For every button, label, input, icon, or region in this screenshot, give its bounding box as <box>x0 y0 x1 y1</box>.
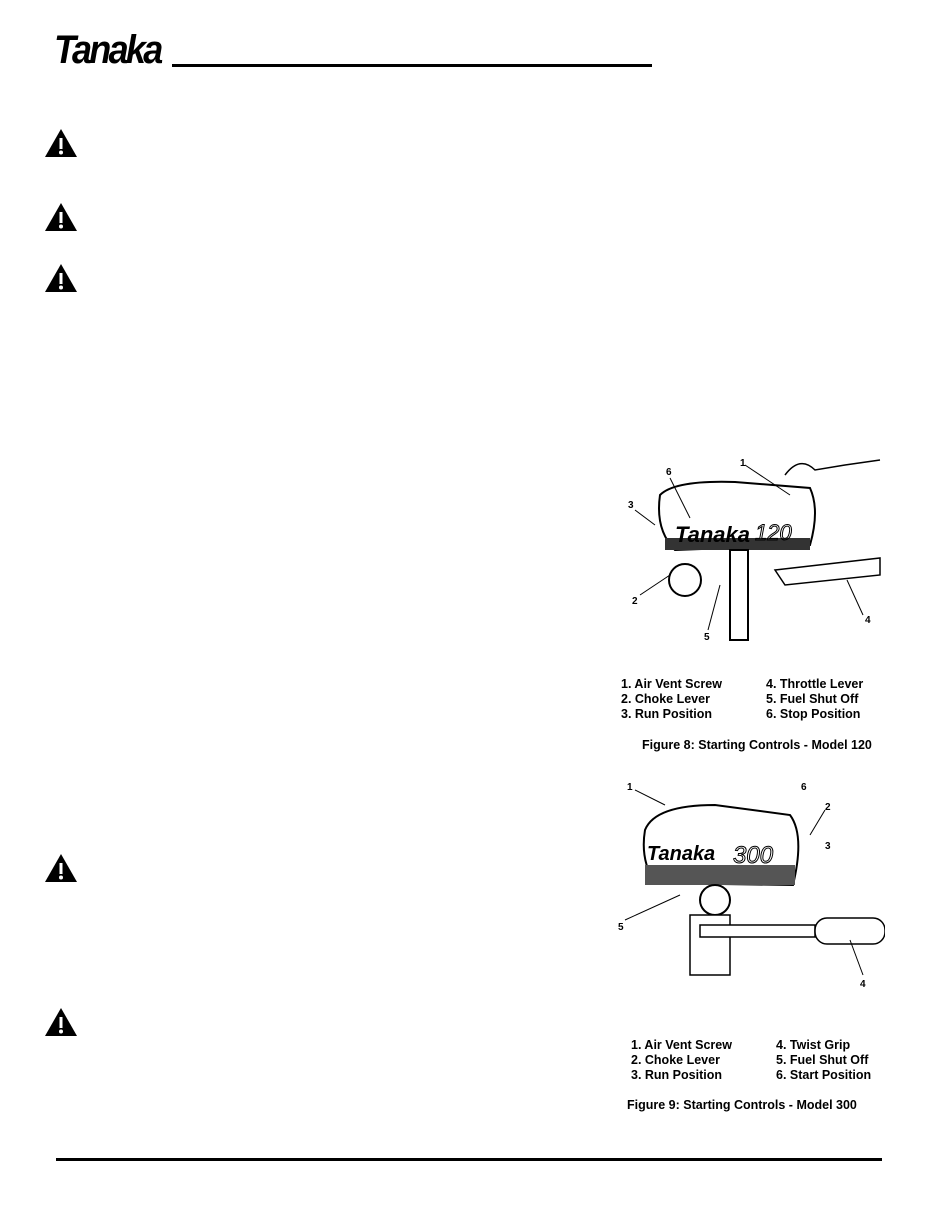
legend-item: 2. Choke Lever <box>631 1053 720 1067</box>
callout-1: 1 <box>740 458 746 469</box>
warning-icon <box>44 128 78 158</box>
legend-item: 2. Choke Lever <box>621 692 710 706</box>
legend-item: 5. Fuel Shut Off <box>766 692 859 706</box>
warning-icon <box>44 202 78 232</box>
callout-6: 6 <box>666 467 672 478</box>
callout-4: 4 <box>865 615 871 626</box>
model-label: 120 <box>755 520 792 545</box>
callout-6: 6 <box>801 782 807 793</box>
engine-brand-label: Tanaka <box>675 522 751 547</box>
model-label: 300 <box>733 842 774 869</box>
callout-2: 2 <box>632 596 638 607</box>
tanaka-logo: Tanaka <box>54 28 161 72</box>
warning-icon <box>44 263 78 293</box>
warning-icon <box>44 853 78 883</box>
figure-9-illustration <box>615 775 885 995</box>
header-rule <box>172 64 652 67</box>
legend-item: 1. Air Vent Screw <box>631 1038 732 1052</box>
callout-4: 4 <box>860 979 866 990</box>
legend-item: 3. Run Position <box>631 1068 722 1082</box>
callout-2: 2 <box>825 802 831 813</box>
figure-9-caption: Figure 9: Starting Controls - Model 300 <box>627 1098 857 1112</box>
callout-5: 5 <box>704 632 710 643</box>
callout-1: 1 <box>627 782 633 793</box>
legend-item: 1. Air Vent Screw <box>621 677 722 691</box>
legend-item: 6. Start Position <box>776 1068 872 1082</box>
figure-8-caption: Figure 8: Starting Controls - Model 120 <box>642 738 872 752</box>
footer-rule <box>56 1158 882 1161</box>
warning-icon <box>44 1007 78 1037</box>
callout-5: 5 <box>618 922 624 933</box>
callout-3: 3 <box>628 500 634 511</box>
legend-item: 6. Stop Position <box>766 707 861 721</box>
legend-item: 3. Run Position <box>621 707 712 721</box>
figure-9-legend <box>631 1038 896 1083</box>
legend-item: 5. Fuel Shut Off <box>776 1053 869 1067</box>
legend-item: 4. Throttle Lever <box>766 677 864 691</box>
callout-3: 3 <box>825 841 831 852</box>
engine-brand-label: Tanaka <box>647 843 716 865</box>
legend-item: 4. Twist Grip <box>776 1038 851 1052</box>
figure-8-legend <box>621 677 886 722</box>
figure-8-illustration <box>615 450 885 650</box>
